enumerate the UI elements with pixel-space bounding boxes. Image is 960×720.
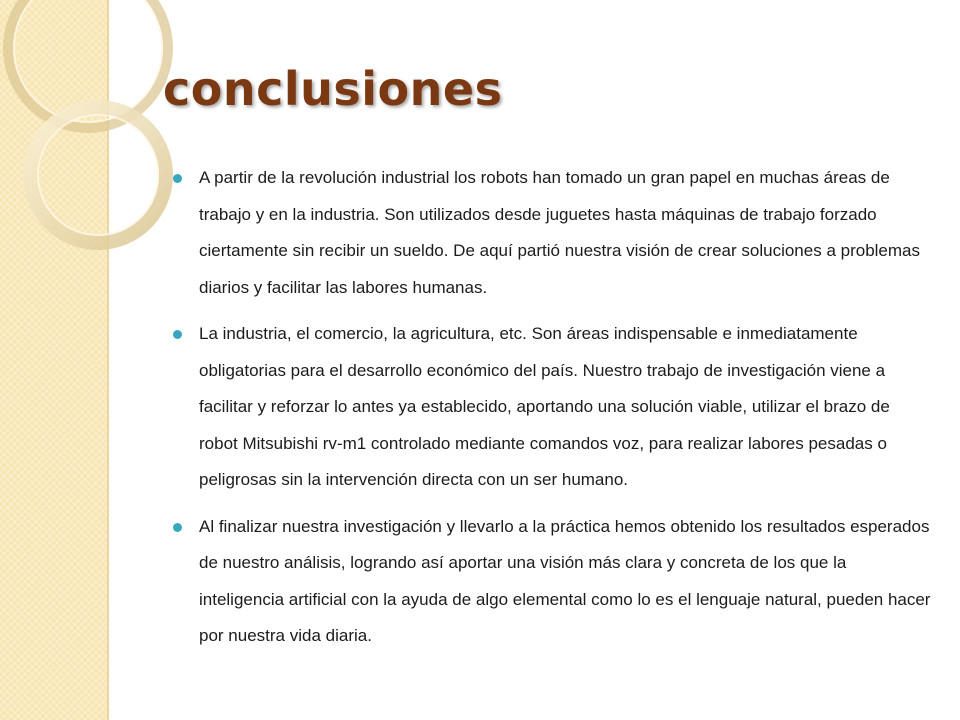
bullet-item (173, 509, 933, 655)
bullet-text: Al finalizar nuestra investigación y llevarlo a la práctica hemos obtenido los resultados esperados de nuestro análisis, logrando así aportar una visión más clara y concreta de los que la inteligencia artificial con la ayuda de algo elemental como lo es el lenguaje natural, pueden hacer por nuestra vida diaria. (199, 516, 931, 645)
slide-title: conclusiones (163, 62, 503, 116)
bullet-dot-icon (173, 523, 182, 532)
bullet-text: A partir de la revolución industrial los robots han tomado un gran papel en muchas áreas de trabajo y en la industria. Son utilizados desde juguetes hasta máquinas de trabajo forzado ciertamente sin recibir un sueldo. De aquí partió nuestra visión de crear soluciones a problemas diarios y facilitar las labores humanas. (199, 168, 920, 297)
bullet-item (173, 160, 933, 306)
bullet-item (173, 316, 933, 499)
bullet-list (173, 160, 933, 665)
bullet-dot-icon (173, 174, 182, 183)
bullet-dot-icon (173, 330, 182, 339)
bullet-text: La industria, el comercio, la agricultura, etc. Son áreas indispensable e inmediatamente obligatorias para el desarrollo económico del país. Nuestro trabajo de investigación viene a facilitar y reforzar lo antes ya establecido, aportando una solución viable, utilizar el brazo de robot Mitsubishi rv-m1 controlado mediante comandos voz, para realizar labores pesadas o peligrosas sin la intervención directa con un ser humano. (199, 324, 890, 489)
